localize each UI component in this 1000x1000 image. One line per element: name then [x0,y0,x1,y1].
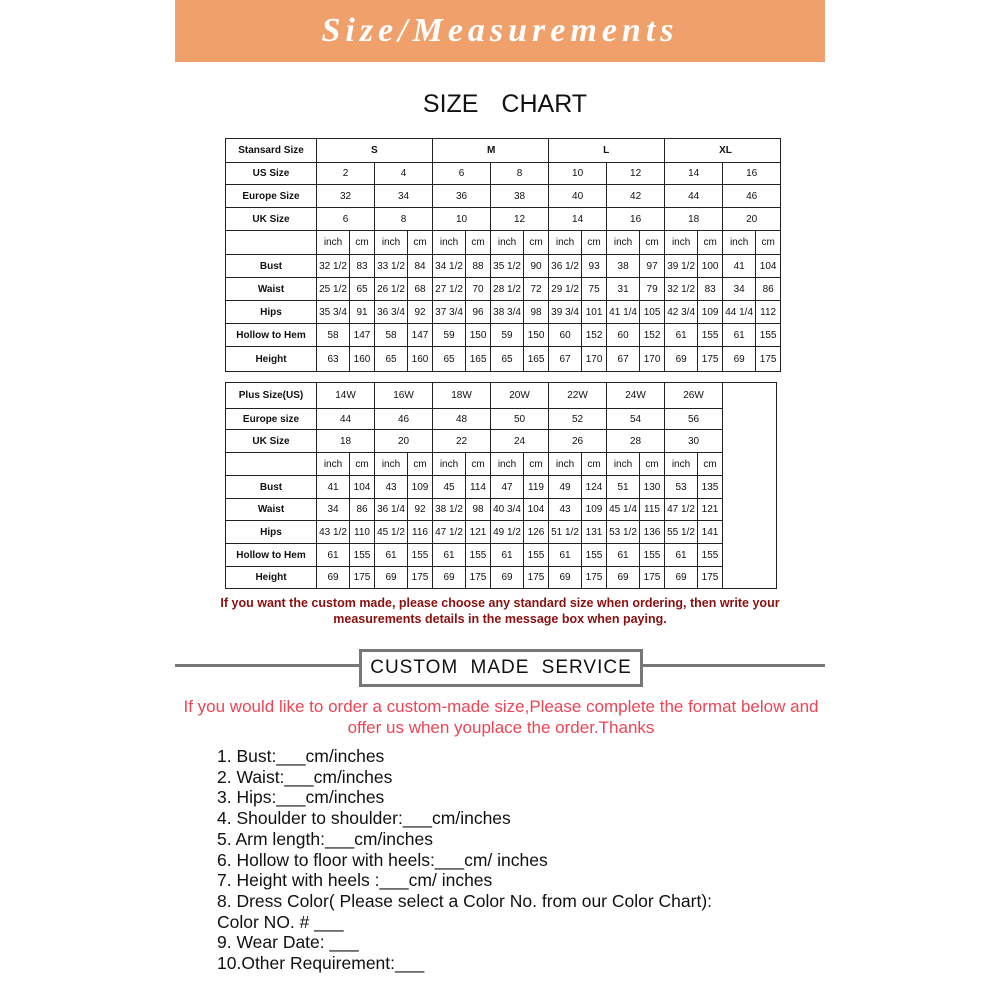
measurement-cell: 67 [549,347,582,372]
measurement-cell: 65 [491,347,524,372]
measurement-cell: 155 [698,544,723,567]
size-value-cell: 46 [723,185,781,208]
measurement-cell: 175 [756,347,781,372]
size-value-cell: 10 [433,208,491,231]
size-value-cell: 22 [433,430,491,453]
measurement-cell: 109 [582,499,607,521]
unit-cell: inch [549,231,582,255]
size-value-cell: 10 [549,163,607,185]
size-value-cell: 52 [549,409,607,430]
measurement-cell: 59 [433,324,466,347]
unit-cell: inch [317,453,350,476]
size-value-cell: 48 [433,409,491,430]
measurement-cell: 42 3/4 [665,301,698,324]
unit-cell: inch [433,231,466,255]
measurement-cell: 47 1/2 [433,521,466,544]
size-value-cell: 18 [665,208,723,231]
measurement-cell: 69 [375,567,408,589]
measurement-cell: 61 [549,544,582,567]
size-value-cell: 12 [491,208,549,231]
table-row [226,453,777,476]
table-row [226,476,777,499]
measurement-cell: 155 [350,544,375,567]
measurement-field-item: 3. Hips:___cm/inches [217,787,385,808]
measurement-cell: 33 1/2 [375,255,408,278]
measurement-cell: 147 [408,324,433,347]
size-value-cell: 40 [549,185,607,208]
measurement-cell: 160 [350,347,375,372]
measurement-cell: 36 1/2 [549,255,582,278]
measurement-cell: 112 [756,301,781,324]
row-label: Hollow to Hem [226,324,317,347]
measurement-cell: 75 [582,278,607,301]
size-value-cell: 4 [375,163,433,185]
size-value-cell: 14 [549,208,607,231]
measurement-cell: 61 [607,544,640,567]
measurement-cell: 69 [491,567,524,589]
measurement-cell: 160 [408,347,433,372]
unit-cell: cm [582,453,607,476]
size-value-cell: 34 [375,185,433,208]
size-value-cell: 30 [665,430,723,453]
measurement-cell: 53 1/2 [607,521,640,544]
size-group-cell: XL [665,139,781,163]
custom-service-intro: If you would like to order a custom-made size,Please complete the format below and offer us when youplace the order.Thanks [183,697,819,737]
table-row [226,347,781,372]
plus-size-table [225,382,777,589]
measurement-cell: 121 [698,499,723,521]
measurement-cell: 45 [433,476,466,499]
unit-cell: cm [698,231,723,255]
measurement-cell: 86 [756,278,781,301]
measurement-cell: 155 [582,544,607,567]
measurement-cell: 51 [607,476,640,499]
measurement-cell: 65 [433,347,466,372]
measurement-cell: 28 1/2 [491,278,524,301]
measurement-cell: 136 [640,521,665,544]
measurement-cell: 55 1/2 [665,521,698,544]
size-value-cell: 12 [607,163,665,185]
measurement-cell: 104 [524,499,549,521]
measurement-cell: 36 3/4 [375,301,408,324]
size-value-cell: 20 [723,208,781,231]
measurement-cell: 39 1/2 [665,255,698,278]
size-value-cell: 6 [433,163,491,185]
measurement-cell: 152 [582,324,607,347]
size-value-cell: 54 [607,409,665,430]
size-value-cell: 26W [665,383,723,409]
measurement-cell: 150 [466,324,491,347]
measurement-field-item: 5. Arm length:___cm/inches [217,828,433,849]
size-value-cell: 8 [375,208,433,231]
size-value-cell: 14 [665,163,723,185]
custom-service-heading: CUSTOM MADE SERVICE [359,649,643,687]
size-value-cell: 20 [375,430,433,453]
custom-size-note: If you want the custom made, please choose any standard size when ordering, then write your measurements details in the message box when paying. [220,596,780,626]
measurement-cell: 38 3/4 [491,301,524,324]
size-value-cell: 2 [317,163,375,185]
size-value-cell: 50 [491,409,549,430]
unit-cell: inch [607,231,640,255]
row-label: Hips [226,301,317,324]
table-row [226,521,777,544]
measurement-cell: 97 [640,255,665,278]
unit-cell: inch [491,231,524,255]
measurement-cell: 175 [408,567,433,589]
row-label: Bust [226,255,317,278]
measurement-field-item: 10.Other Requirement:___ [217,953,425,974]
measurement-cell: 61 [317,544,350,567]
measurement-cell: 98 [524,301,549,324]
row-label: Waist [226,278,317,301]
unit-cell: inch [491,453,524,476]
measurement-cell: 29 1/2 [549,278,582,301]
size-value-cell: 38 [491,185,549,208]
measurement-cell: 86 [350,499,375,521]
unit-cell: cm [466,453,491,476]
table-row [226,231,781,255]
table-row [226,544,777,567]
unit-cell: cm [408,231,433,255]
measurement-cell: 93 [582,255,607,278]
measurement-cell: 109 [408,476,433,499]
measurement-cell: 32 1/2 [665,278,698,301]
table-row [226,301,781,324]
size-group-cell: L [549,139,665,163]
measurement-cell: 130 [640,476,665,499]
measurement-cell: 40 3/4 [491,499,524,521]
size-value-cell: 42 [607,185,665,208]
size-value-cell: 14W [317,383,375,409]
measurement-cell: 150 [524,324,549,347]
measurement-cell: 38 1/2 [433,499,466,521]
measurement-cell: 175 [582,567,607,589]
row-label: Height [226,567,317,589]
measurement-cell: 44 1/4 [723,301,756,324]
row-label: Height [226,347,317,372]
header-banner [175,0,825,62]
table-row [226,163,781,185]
measurement-cell: 67 [607,347,640,372]
measurement-cell: 109 [698,301,723,324]
row-label [226,231,317,255]
measurement-cell: 38 [607,255,640,278]
measurement-cell: 155 [756,324,781,347]
measurement-cell: 43 [549,499,582,521]
measurement-cell: 61 [665,544,698,567]
measurement-cell: 69 [433,567,466,589]
measurement-cell: 135 [698,476,723,499]
unit-cell: inch [375,231,408,255]
size-group-cell: M [433,139,549,163]
unit-cell: inch [375,453,408,476]
measurement-cell: 104 [756,255,781,278]
measurement-cell: 60 [607,324,640,347]
unit-cell: inch [665,231,698,255]
measurement-cell: 61 [723,324,756,347]
measurement-cell: 90 [524,255,549,278]
measurement-cell: 100 [698,255,723,278]
row-label [226,453,317,476]
measurement-cell: 68 [408,278,433,301]
measurement-cell: 98 [466,499,491,521]
measurement-cell: 155 [524,544,549,567]
measurement-cell: 59 [491,324,524,347]
measurement-cell: 61 [433,544,466,567]
size-value-cell: 44 [665,185,723,208]
table-row [226,139,781,163]
measurement-field-item: 9. Wear Date: ___ [217,932,359,953]
measurement-cell: 115 [640,499,665,521]
measurement-cell: 121 [466,521,491,544]
measurement-cell: 25 1/2 [317,278,350,301]
measurement-cell: 175 [466,567,491,589]
size-value-cell: 16W [375,383,433,409]
measurement-cell: 41 [723,255,756,278]
unit-cell: cm [640,231,665,255]
unit-cell: cm [524,453,549,476]
measurement-cell: 43 1/2 [317,521,350,544]
unit-cell: cm [524,231,549,255]
measurement-cell: 165 [524,347,549,372]
measurement-fields-list [217,746,837,974]
measurement-cell: 152 [640,324,665,347]
measurement-cell: 69 [607,567,640,589]
row-label: Hips [226,521,317,544]
measurement-cell: 104 [350,476,375,499]
row-label: Plus Size(US) [226,383,317,409]
size-value-cell: 6 [317,208,375,231]
measurement-cell: 83 [698,278,723,301]
size-value-cell: 16 [723,163,781,185]
table-row [226,409,777,430]
size-value-cell: 24 [491,430,549,453]
size-value-cell: 24W [607,383,665,409]
measurement-cell: 35 1/2 [491,255,524,278]
measurement-cell: 155 [466,544,491,567]
measurement-cell: 141 [698,521,723,544]
unit-cell: inch [607,453,640,476]
unit-cell: cm [466,231,491,255]
measurement-field-item: Color NO. # ___ [217,911,344,932]
size-value-cell: 36 [433,185,491,208]
measurement-cell: 47 [491,476,524,499]
row-label: US Size [226,163,317,185]
measurement-cell: 65 [350,278,375,301]
measurement-cell: 41 1/4 [607,301,640,324]
unit-cell: inch [317,231,350,255]
table-row [226,255,781,278]
measurement-cell: 175 [524,567,549,589]
measurement-cell: 69 [549,567,582,589]
measurement-cell: 131 [582,521,607,544]
measurement-cell: 49 1/2 [491,521,524,544]
measurement-cell: 170 [582,347,607,372]
measurement-cell: 49 [549,476,582,499]
divider-right [643,664,825,667]
measurement-cell: 27 1/2 [433,278,466,301]
row-label: Europe Size [226,185,317,208]
measurement-cell: 63 [317,347,350,372]
measurement-cell: 175 [698,347,723,372]
measurement-cell: 70 [466,278,491,301]
measurement-cell: 61 [491,544,524,567]
divider-left [175,664,359,667]
row-label: Bust [226,476,317,499]
unit-cell: cm [640,453,665,476]
measurement-field-item: 2. Waist:___cm/inches [217,766,393,787]
measurement-cell: 92 [408,301,433,324]
unit-cell: cm [408,453,433,476]
measurement-cell: 36 1/4 [375,499,408,521]
measurement-cell: 155 [640,544,665,567]
measurement-cell: 91 [350,301,375,324]
measurement-cell: 61 [375,544,408,567]
measurement-cell: 58 [317,324,350,347]
measurement-cell: 53 [665,476,698,499]
measurement-cell: 175 [350,567,375,589]
size-value-cell: 18 [317,430,375,453]
unit-cell: inch [723,231,756,255]
unit-cell: cm [350,453,375,476]
measurement-cell: 60 [549,324,582,347]
measurement-cell: 34 [317,499,350,521]
row-label: UK Size [226,430,317,453]
measurement-cell: 69 [665,347,698,372]
empty-column [723,383,777,589]
measurement-cell: 116 [408,521,433,544]
measurement-cell: 83 [350,255,375,278]
measurement-cell: 105 [640,301,665,324]
size-value-cell: 26 [549,430,607,453]
table-row [226,430,777,453]
measurement-cell: 155 [698,324,723,347]
banner-title: Size/Measurements [321,12,679,49]
table-row [226,185,781,208]
measurement-field-item: 4. Shoulder to shoulder:___cm/inches [217,808,511,829]
measurement-cell: 69 [665,567,698,589]
measurement-cell: 101 [582,301,607,324]
measurement-field-item: 7. Height with heels :___cm/ inches [217,870,493,891]
measurement-cell: 124 [582,476,607,499]
measurement-cell: 43 [375,476,408,499]
unit-cell: cm [582,231,607,255]
measurement-cell: 170 [640,347,665,372]
measurement-cell: 39 3/4 [549,301,582,324]
measurement-cell: 126 [524,521,549,544]
table-row [226,383,777,409]
measurement-cell: 34 [723,278,756,301]
measurement-cell: 41 [317,476,350,499]
row-label: Stansard Size [226,139,317,163]
size-value-cell: 56 [665,409,723,430]
row-label: UK Size [226,208,317,231]
measurement-cell: 45 1/4 [607,499,640,521]
measurement-cell: 51 1/2 [549,521,582,544]
row-label: Waist [226,499,317,521]
row-label: Hollow to Hem [226,544,317,567]
measurement-cell: 92 [408,499,433,521]
measurement-cell: 175 [640,567,665,589]
size-value-cell: 32 [317,185,375,208]
measurement-cell: 88 [466,255,491,278]
measurement-cell: 45 1/2 [375,521,408,544]
measurement-cell: 155 [408,544,433,567]
measurement-cell: 119 [524,476,549,499]
unit-cell: inch [665,453,698,476]
size-value-cell: 20W [491,383,549,409]
standard-size-table [225,138,781,372]
measurement-cell: 65 [375,347,408,372]
size-value-cell: 22W [549,383,607,409]
row-label: Europe size [226,409,317,430]
unit-cell: inch [549,453,582,476]
size-value-cell: 28 [607,430,665,453]
measurement-cell: 110 [350,521,375,544]
size-value-cell: 16 [607,208,665,231]
measurement-cell: 34 1/2 [433,255,466,278]
measurement-cell: 165 [466,347,491,372]
measurement-cell: 96 [466,301,491,324]
table-row [226,208,781,231]
table-row [226,324,781,347]
size-group-cell: S [317,139,433,163]
size-value-cell: 8 [491,163,549,185]
measurement-cell: 58 [375,324,408,347]
measurement-cell: 32 1/2 [317,255,350,278]
unit-cell: cm [698,453,723,476]
measurement-cell: 31 [607,278,640,301]
measurement-cell: 47 1/2 [665,499,698,521]
measurement-cell: 175 [698,567,723,589]
measurement-cell: 37 3/4 [433,301,466,324]
measurement-cell: 72 [524,278,549,301]
measurement-field-item: 8. Dress Color( Please select a Color No. from our Color Chart): [217,890,713,911]
measurement-cell: 84 [408,255,433,278]
measurement-cell: 114 [466,476,491,499]
size-value-cell: 18W [433,383,491,409]
unit-cell: cm [756,231,781,255]
measurement-field-item: 1. Bust:___cm/inches [217,746,385,766]
table-row [226,499,777,521]
measurement-cell: 61 [665,324,698,347]
measurement-cell: 26 1/2 [375,278,408,301]
measurement-cell: 147 [350,324,375,347]
measurement-cell: 79 [640,278,665,301]
table-row [226,278,781,301]
size-chart-title: SIZE CHART [422,90,588,118]
measurement-field-item: 6. Hollow to floor with heels:___cm/ inches [217,849,548,870]
measurement-cell: 69 [317,567,350,589]
size-value-cell: 46 [375,409,433,430]
measurement-cell: 35 3/4 [317,301,350,324]
size-value-cell: 44 [317,409,375,430]
measurement-cell: 69 [723,347,756,372]
table-row [226,567,777,589]
unit-cell: cm [350,231,375,255]
unit-cell: inch [433,453,466,476]
